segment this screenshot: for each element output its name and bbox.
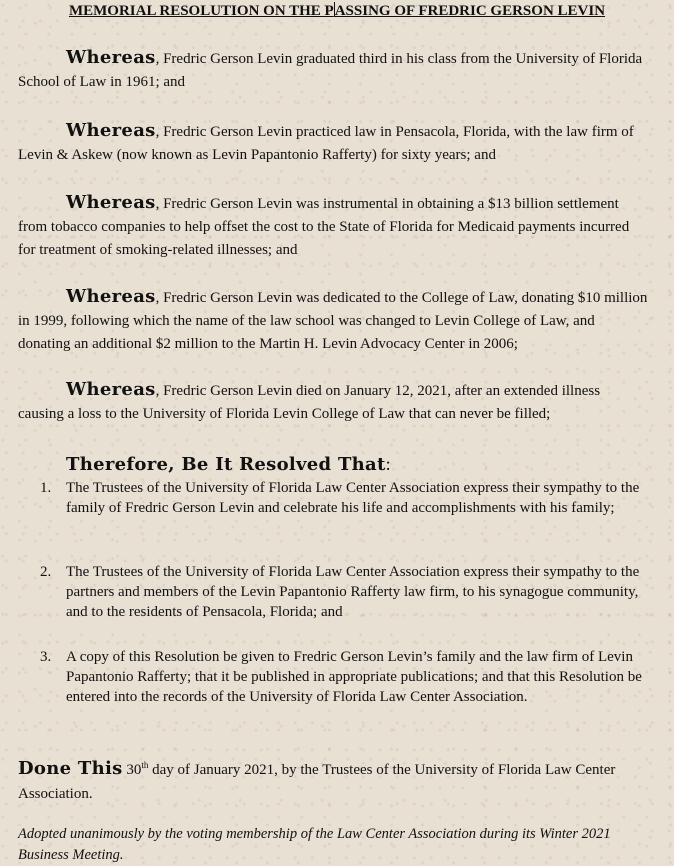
- done-this-label: Done This: [18, 758, 123, 779]
- title-part-2: ASSING OF FREDRIC GERSON LEVIN: [334, 3, 606, 19]
- resolved-heading-text: Therefore, Be It Resolved That: [66, 454, 386, 475]
- document-title: [0, 1, 674, 21]
- whereas-text: Fredric Gerson Levin died on January 12, 2021, after an extended illness causing a loss to the University of Florida Levin College of Law that can never be filled;: [18, 383, 601, 422]
- adoption-note: Adopted unanimously by the voting membership of the Law Center Association during its Winter 2021 Business Meeting.: [18, 826, 611, 863]
- done-day-suffix: th: [141, 760, 149, 770]
- whereas-clause-3: Whereas, Fredric Gerson Levin was instrumental in obtaining a $13 billion settlement from tobacco companies to help offset the cost to the State of Florida for Medicaid payments incurred for treatment of smoking-related illnesses; and: [18, 192, 630, 258]
- list-item: [40, 478, 652, 518]
- list-item-text: The Trustees of the University of Florida Law Center Association express their sympathy to the family of Fredric Gerson Levin and celebrate his life and accomplishments with his family;: [66, 480, 640, 516]
- list-item: [40, 562, 652, 622]
- resolved-heading: [66, 452, 391, 477]
- whereas-text: Fredric Gerson Levin was instrumental in obtaining a $13 billion settlement from tobacco companies to help offset the cost to the State of Florida for Medicaid payments incurred for treatment of smoking-related illnesses; and: [18, 196, 630, 258]
- whereas-clause-4: Whereas, Fredric Gerson Levin was dedicated to the College of Law, donating $10 million in 1999, following which the name of the law school was changed to Levin College of Law, and donating an additional $2 million to the Martin H. Levin Advocacy Center in 2006;: [18, 286, 648, 352]
- whereas-text: Fredric Gerson Levin practiced law in Pensacola, Florida, with the law firm of Levin & Askew (now known as Levin Papantonio Rafferty) for sixty years; and: [18, 124, 634, 163]
- list-item-number: 2.: [40, 564, 52, 580]
- whereas-label: Whereas: [66, 286, 156, 307]
- done-text: day of January 2021, by the Trustees of the University of Florida Law Center Association.: [18, 762, 616, 802]
- whereas-clause-5: Whereas, Fredric Gerson Levin died on January 12, 2021, after an extended illness causing a loss to the University of Florida Levin College of Law that can never be filled;: [18, 379, 601, 422]
- list-item-number: 1.: [40, 480, 52, 496]
- whereas-clause-2: Whereas, Fredric Gerson Levin practiced law in Pensacola, Florida, with the law firm of Levin & Askew (now known as Levin Papantonio Rafferty) for sixty years; and: [18, 120, 634, 163]
- whereas-label: Whereas: [66, 379, 156, 400]
- list-item-number: 3.: [40, 649, 52, 665]
- whereas-text: Fredric Gerson Levin was dedicated to the College of Law, donating $10 million in 1999, following which the name of the law school was changed to Levin College of Law, and donating an additional $2 million to the Martin H. Levin Advocacy Center in 2006;: [18, 290, 648, 352]
- list-item: [40, 647, 652, 707]
- whereas-clause-1: Whereas, Fredric Gerson Levin graduated third in his class from the University of Florida School of Law in 1961; and: [18, 47, 643, 90]
- list-item-text: The Trustees of the University of Florida Law Center Association express their sympathy to the partners and members of the Levin Papantonio Rafferty law firm, to his synagogue community, and to the residents of Pensacola, Florida; and: [66, 564, 640, 620]
- title-part-1: MEMORIAL RESOLUTION ON THE P: [68, 3, 334, 19]
- whereas-label: Whereas: [66, 192, 156, 213]
- done-day: 30: [126, 762, 142, 778]
- resolved-colon: :: [385, 454, 391, 474]
- whereas-text: Fredric Gerson Levin graduated third in his class from the University of Florida School of Law in 1961; and: [18, 51, 643, 90]
- whereas-label: Whereas: [66, 47, 156, 68]
- done-this-clause: [18, 757, 658, 806]
- list-item-text: A copy of this Resolution be given to Fredric Gerson Levin’s family and the law firm of Levin Papantonio Rafferty; that it be published in appropriate publications; and that this Resolution be entered into the records of the University of Florida Law Center Association.: [66, 649, 642, 705]
- whereas-label: Whereas: [66, 120, 156, 141]
